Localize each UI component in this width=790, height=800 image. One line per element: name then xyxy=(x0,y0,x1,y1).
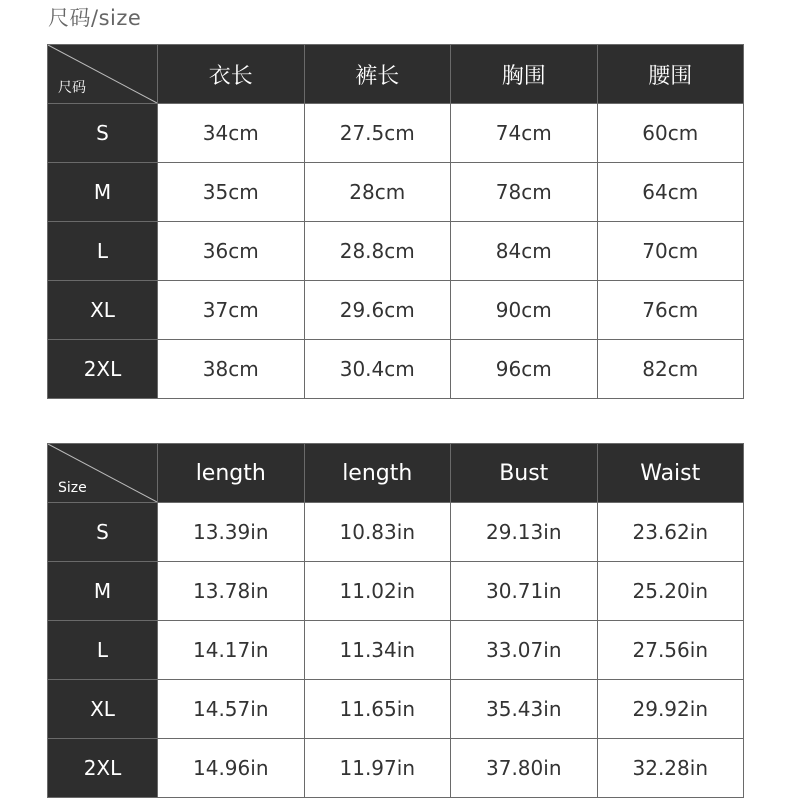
table-cell: 64cm xyxy=(597,163,744,222)
table-row xyxy=(48,163,744,222)
table-cell: 29.13in xyxy=(451,503,598,562)
table-cell: 82cm xyxy=(597,340,744,399)
table-cell: 96cm xyxy=(451,340,598,399)
table-cell: 78cm xyxy=(451,163,598,222)
table-cell: 36cm xyxy=(158,222,305,281)
column-header: length xyxy=(304,444,451,503)
size-label: 2XL xyxy=(48,340,158,399)
table-cell: 30.71in xyxy=(451,562,598,621)
corner-label: Size xyxy=(58,480,87,496)
table-cell: 35cm xyxy=(158,163,305,222)
table-cell: 11.97in xyxy=(304,739,451,798)
table-cell: 37cm xyxy=(158,281,305,340)
column-header: length xyxy=(158,444,305,503)
table-cell: 30.4cm xyxy=(304,340,451,399)
corner-cell xyxy=(48,45,158,104)
table-row xyxy=(48,562,744,621)
table-cell: 29.92in xyxy=(597,680,744,739)
table-cell: 23.62in xyxy=(597,503,744,562)
table-row xyxy=(48,340,744,399)
table-cell: 25.20in xyxy=(597,562,744,621)
table-cell: 11.02in xyxy=(304,562,451,621)
size-label: 2XL xyxy=(48,739,158,798)
table-cell: 10.83in xyxy=(304,503,451,562)
table-cell: 28cm xyxy=(304,163,451,222)
table-cell: 35.43in xyxy=(451,680,598,739)
table-cell: 60cm xyxy=(597,104,744,163)
size-label: XL xyxy=(48,680,158,739)
table-cell: 13.39in xyxy=(158,503,305,562)
size-table-cm xyxy=(47,44,744,399)
table-cell: 76cm xyxy=(597,281,744,340)
table-row xyxy=(48,104,744,163)
column-header: 胸围 xyxy=(451,45,598,104)
table-cell: 27.5cm xyxy=(304,104,451,163)
column-header: Waist xyxy=(597,444,744,503)
table-cell: 14.17in xyxy=(158,621,305,680)
column-header: 裤长 xyxy=(304,45,451,104)
table-row xyxy=(48,503,744,562)
table-cell: 28.8cm xyxy=(304,222,451,281)
table-cell: 11.65in xyxy=(304,680,451,739)
size-table-inch xyxy=(47,443,744,798)
table-row xyxy=(48,680,744,739)
size-label: M xyxy=(48,163,158,222)
table-cell: 34cm xyxy=(158,104,305,163)
table-cell: 74cm xyxy=(451,104,598,163)
table-cell: 37.80in xyxy=(451,739,598,798)
table-cell: 33.07in xyxy=(451,621,598,680)
header-row xyxy=(48,45,744,104)
size-label: L xyxy=(48,621,158,680)
column-header: Bust xyxy=(451,444,598,503)
page-title: 尺码/size xyxy=(48,6,142,30)
table-cell: 70cm xyxy=(597,222,744,281)
table-cell: 84cm xyxy=(451,222,598,281)
table-cell: 14.96in xyxy=(158,739,305,798)
corner-cell xyxy=(48,444,158,503)
table-row xyxy=(48,621,744,680)
header-row xyxy=(48,444,744,503)
table-cell: 11.34in xyxy=(304,621,451,680)
table-cell: 29.6cm xyxy=(304,281,451,340)
table-row xyxy=(48,739,744,798)
table-row xyxy=(48,281,744,340)
size-label: XL xyxy=(48,281,158,340)
table-cell: 13.78in xyxy=(158,562,305,621)
table-row xyxy=(48,222,744,281)
table-cell: 14.57in xyxy=(158,680,305,739)
table-cell: 27.56in xyxy=(597,621,744,680)
table-cell: 90cm xyxy=(451,281,598,340)
size-label: S xyxy=(48,503,158,562)
size-label: M xyxy=(48,562,158,621)
column-header: 腰围 xyxy=(597,45,744,104)
column-header: 衣长 xyxy=(158,45,305,104)
table-cell: 32.28in xyxy=(597,739,744,798)
table-cell: 38cm xyxy=(158,340,305,399)
size-label: L xyxy=(48,222,158,281)
corner-label: 尺码 xyxy=(58,80,86,96)
size-label: S xyxy=(48,104,158,163)
